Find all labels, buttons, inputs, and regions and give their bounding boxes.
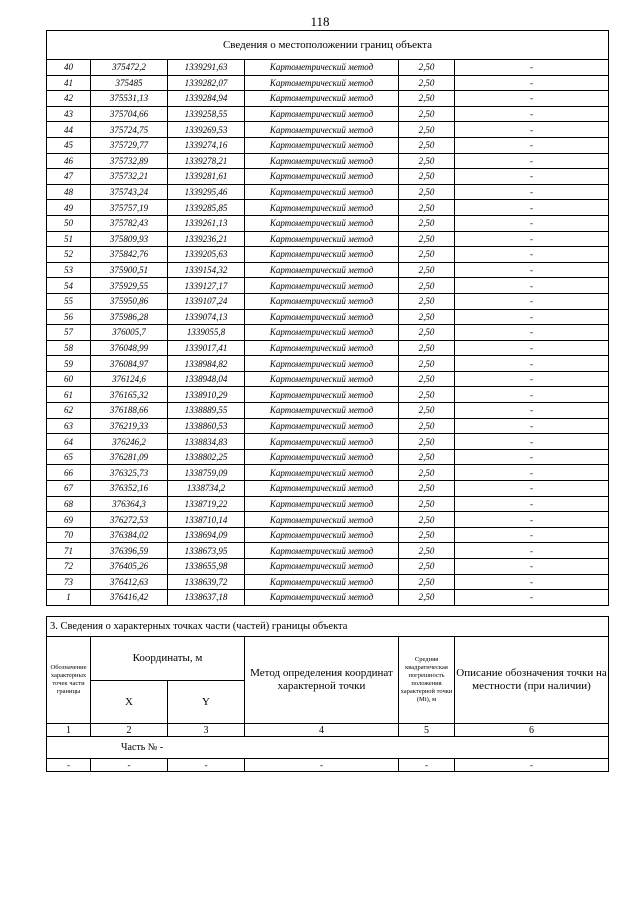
y-coordinate: 1339269,53 [168,122,245,138]
description: - [455,325,609,341]
empty-cell: - [91,759,168,772]
y-coordinate: 1339291,63 [168,60,245,76]
point-number: 69 [47,512,91,528]
point-number: 42 [47,91,91,107]
error-value: 2,50 [399,122,455,138]
y-coordinate: 1339154,32 [168,262,245,278]
method: Картометрический метод [245,153,399,169]
x-coordinate: 375704,66 [91,106,168,122]
error-value: 2,50 [399,60,455,76]
y-coordinate: 1339236,21 [168,231,245,247]
y-coordinate: 1338910,29 [168,387,245,403]
x-coordinate: 375950,86 [91,293,168,309]
table-row [47,543,609,559]
y-coordinate: 1338694,09 [168,527,245,543]
table-row [47,325,609,341]
x-coordinate: 375485 [91,75,168,91]
x-header: X [91,681,168,724]
x-coordinate: 376048,99 [91,340,168,356]
table-row [47,231,609,247]
point-number: 58 [47,340,91,356]
error-value: 2,50 [399,481,455,497]
x-coordinate: 376352,16 [91,481,168,497]
table-row [47,169,609,185]
error-value: 2,50 [399,184,455,200]
description: - [455,496,609,512]
description: - [455,293,609,309]
y-coordinate: 1338948,04 [168,371,245,387]
description: - [455,387,609,403]
point-number: 56 [47,309,91,325]
table-row [47,215,609,231]
boundary-table [46,30,609,606]
error-value: 2,50 [399,449,455,465]
error-value: 2,50 [399,403,455,419]
point-number: 44 [47,122,91,138]
page-number: 118 [310,14,330,29]
point-number: 64 [47,434,91,450]
y-coordinate: 1339258,55 [168,106,245,122]
column-number: 3 [168,724,245,737]
error-value: 2,50 [399,418,455,434]
point-number: 46 [47,153,91,169]
table-title: Сведения о местоположении границ объекта [47,31,609,60]
point-number: 47 [47,169,91,185]
point-designation-header: Обозначение характерных точек части границы [47,637,91,724]
part-label: Часть № - [47,737,609,759]
table-row [47,496,609,512]
method: Картометрический метод [245,340,399,356]
method: Картометрический метод [245,403,399,419]
description: - [455,449,609,465]
table-row [47,527,609,543]
point-number: 40 [47,60,91,76]
y-coordinate: 1338673,95 [168,543,245,559]
y-coordinate: 1339074,13 [168,309,245,325]
point-number: 51 [47,231,91,247]
column-numbers-row [47,724,609,737]
x-coordinate: 375724,75 [91,122,168,138]
point-number: 61 [47,387,91,403]
table-row [47,387,609,403]
x-coordinate: 376364,3 [91,496,168,512]
x-coordinate: 375732,89 [91,153,168,169]
description: - [455,512,609,528]
table-row [47,278,609,294]
method: Картометрический метод [245,371,399,387]
error-value: 2,50 [399,387,455,403]
point-number: 55 [47,293,91,309]
table-row [47,184,609,200]
table-row [47,122,609,138]
point-number: 53 [47,262,91,278]
error-value: 2,50 [399,574,455,590]
y-coordinate: 1339278,21 [168,153,245,169]
y-coordinate: 1338734,2 [168,481,245,497]
y-header: Y [168,681,245,724]
error-value: 2,50 [399,309,455,325]
error-value: 2,50 [399,278,455,294]
method: Картометрический метод [245,434,399,450]
description: - [455,200,609,216]
point-number: 72 [47,559,91,575]
point-number: 57 [47,325,91,341]
table-row [47,434,609,450]
y-coordinate: 1338637,18 [168,590,245,606]
point-number: 59 [47,356,91,372]
error-value: 2,50 [399,169,455,185]
error-value: 2,50 [399,91,455,107]
x-coordinate: 375757,19 [91,200,168,216]
x-coordinate: 375743,24 [91,184,168,200]
x-coordinate: 375842,76 [91,247,168,263]
x-coordinate: 375531,13 [91,91,168,107]
method: Картометрический метод [245,60,399,76]
y-coordinate: 1338639,72 [168,574,245,590]
point-number: 54 [47,278,91,294]
error-value: 2,50 [399,215,455,231]
empty-cell: - [47,759,91,772]
y-coordinate: 1339017,41 [168,340,245,356]
method: Картометрический метод [245,449,399,465]
point-number: 63 [47,418,91,434]
table-row [47,340,609,356]
y-coordinate: 1339274,16 [168,137,245,153]
x-coordinate: 376219,33 [91,418,168,434]
table-row [47,465,609,481]
method: Картометрический метод [245,215,399,231]
table-row [47,247,609,263]
point-number: 67 [47,481,91,497]
table-row [47,371,609,387]
y-coordinate: 1339205,63 [168,247,245,263]
x-coordinate: 376416,42 [91,590,168,606]
section3-table [46,616,609,772]
point-number: 49 [47,200,91,216]
point-number: 1 [47,590,91,606]
point-number: 68 [47,496,91,512]
y-coordinate: 1338984,82 [168,356,245,372]
method: Картометрический метод [245,169,399,185]
x-coordinate: 375986,28 [91,309,168,325]
x-coordinate: 375782,43 [91,215,168,231]
method: Картометрический метод [245,91,399,107]
empty-cell: - [245,759,399,772]
method: Картометрический метод [245,512,399,528]
coordinates-header: Координаты, м [91,637,245,681]
y-coordinate: 1338655,98 [168,559,245,575]
table-row [47,262,609,278]
error-value: 2,50 [399,590,455,606]
error-value: 2,50 [399,106,455,122]
error-value: 2,50 [399,512,455,528]
method: Картометрический метод [245,293,399,309]
point-number: 70 [47,527,91,543]
x-coordinate: 376272,53 [91,512,168,528]
description-header: Описание обозначения точки на местности (при наличии) [455,637,609,724]
point-number: 43 [47,106,91,122]
x-coordinate: 376396,59 [91,543,168,559]
method: Картометрический метод [245,465,399,481]
y-coordinate: 1338710,14 [168,512,245,528]
table-row [47,293,609,309]
description: - [455,403,609,419]
error-value: 2,50 [399,293,455,309]
point-number: 48 [47,184,91,200]
description: - [455,169,609,185]
description: - [455,106,609,122]
description: - [455,137,609,153]
description: - [455,75,609,91]
method: Картометрический метод [245,200,399,216]
description: - [455,309,609,325]
empty-row [47,759,609,772]
y-coordinate: 1339261,13 [168,215,245,231]
method: Картометрический метод [245,356,399,372]
method: Картометрический метод [245,527,399,543]
x-coordinate: 376412,63 [91,574,168,590]
error-value: 2,50 [399,153,455,169]
y-coordinate: 1339285,85 [168,200,245,216]
y-coordinate: 1339107,24 [168,293,245,309]
error-value: 2,50 [399,543,455,559]
description: - [455,590,609,606]
point-number: 65 [47,449,91,465]
x-coordinate: 376384,02 [91,527,168,543]
section3-title: 3. Сведения о характерных точках части (частей) границы объекта [47,617,609,637]
x-coordinate: 376188,66 [91,403,168,419]
table-row [47,60,609,76]
point-number: 71 [47,543,91,559]
point-number: 73 [47,574,91,590]
error-value: 2,50 [399,356,455,372]
table-row [47,481,609,497]
x-coordinate: 375472,2 [91,60,168,76]
method: Картометрический метод [245,122,399,138]
table-row [47,106,609,122]
y-coordinate: 1339284,94 [168,91,245,107]
x-coordinate: 376005,7 [91,325,168,341]
method: Картометрический метод [245,496,399,512]
description: - [455,184,609,200]
error-value: 2,50 [399,371,455,387]
column-number: 6 [455,724,609,737]
description: - [455,91,609,107]
error-value: 2,50 [399,200,455,216]
table-row [47,200,609,216]
table-row [47,403,609,419]
x-coordinate: 375900,51 [91,262,168,278]
point-number: 41 [47,75,91,91]
method: Картометрический метод [245,590,399,606]
method: Картометрический метод [245,574,399,590]
error-header: Средняя квадратическая погрешность положения характерной точки (Mt), м [399,637,455,724]
y-coordinate: 1338889,55 [168,403,245,419]
y-coordinate: 1338860,53 [168,418,245,434]
y-coordinate: 1339055,8 [168,325,245,341]
y-coordinate: 1338719,22 [168,496,245,512]
description: - [455,262,609,278]
description: - [455,356,609,372]
column-number: 2 [91,724,168,737]
table-row [47,449,609,465]
method: Картометрический метод [245,418,399,434]
description: - [455,434,609,450]
error-value: 2,50 [399,137,455,153]
x-coordinate: 375809,93 [91,231,168,247]
description: - [455,574,609,590]
x-coordinate: 375729,77 [91,137,168,153]
error-value: 2,50 [399,247,455,263]
method: Картометрический метод [245,262,399,278]
table-row [47,91,609,107]
x-coordinate: 375732,21 [91,169,168,185]
description: - [455,153,609,169]
description: - [455,559,609,575]
point-number: 60 [47,371,91,387]
error-value: 2,50 [399,465,455,481]
method: Картометрический метод [245,247,399,263]
table-row [47,356,609,372]
table-row [47,512,609,528]
point-number: 50 [47,215,91,231]
error-value: 2,50 [399,231,455,247]
description: - [455,465,609,481]
column-number: 4 [245,724,399,737]
table-row [47,559,609,575]
description: - [455,247,609,263]
description: - [455,122,609,138]
error-value: 2,50 [399,527,455,543]
y-coordinate: 1338759,09 [168,465,245,481]
method: Картометрический метод [245,325,399,341]
error-value: 2,50 [399,262,455,278]
method-header: Метод определения координат характерной точки [245,637,399,724]
method: Картометрический метод [245,543,399,559]
table-row [47,590,609,606]
description: - [455,527,609,543]
method: Картометрический метод [245,231,399,247]
x-coordinate: 376246,2 [91,434,168,450]
column-number: 5 [399,724,455,737]
x-coordinate: 376325,73 [91,465,168,481]
description: - [455,60,609,76]
error-value: 2,50 [399,496,455,512]
method: Картометрический метод [245,184,399,200]
method: Картометрический метод [245,137,399,153]
description: - [455,371,609,387]
x-coordinate: 376405,26 [91,559,168,575]
empty-cell: - [168,759,245,772]
column-number: 1 [47,724,91,737]
empty-cell: - [455,759,609,772]
description: - [455,340,609,356]
x-coordinate: 376084,97 [91,356,168,372]
point-number: 62 [47,403,91,419]
point-number: 66 [47,465,91,481]
empty-cell: - [399,759,455,772]
description: - [455,231,609,247]
table-row [47,137,609,153]
x-coordinate: 376124,6 [91,371,168,387]
method: Картометрический метод [245,481,399,497]
table-row [47,153,609,169]
y-coordinate: 1338802,25 [168,449,245,465]
description: - [455,278,609,294]
description: - [455,481,609,497]
error-value: 2,50 [399,340,455,356]
error-value: 2,50 [399,559,455,575]
method: Картометрический метод [245,106,399,122]
table-row [47,75,609,91]
description: - [455,543,609,559]
method: Картометрический метод [245,278,399,294]
y-coordinate: 1339295,46 [168,184,245,200]
description: - [455,215,609,231]
table-row [47,309,609,325]
y-coordinate: 1339127,17 [168,278,245,294]
point-number: 45 [47,137,91,153]
error-value: 2,50 [399,325,455,341]
error-value: 2,50 [399,75,455,91]
method: Картометрический метод [245,387,399,403]
point-number: 52 [47,247,91,263]
y-coordinate: 1338834,83 [168,434,245,450]
method: Картометрический метод [245,559,399,575]
table-row [47,574,609,590]
table-row [47,418,609,434]
method: Картометрический метод [245,309,399,325]
x-coordinate: 376281,09 [91,449,168,465]
error-value: 2,50 [399,434,455,450]
description: - [455,418,609,434]
y-coordinate: 1339282,07 [168,75,245,91]
x-coordinate: 375929,55 [91,278,168,294]
y-coordinate: 1339281,61 [168,169,245,185]
method: Картометрический метод [245,75,399,91]
x-coordinate: 376165,32 [91,387,168,403]
